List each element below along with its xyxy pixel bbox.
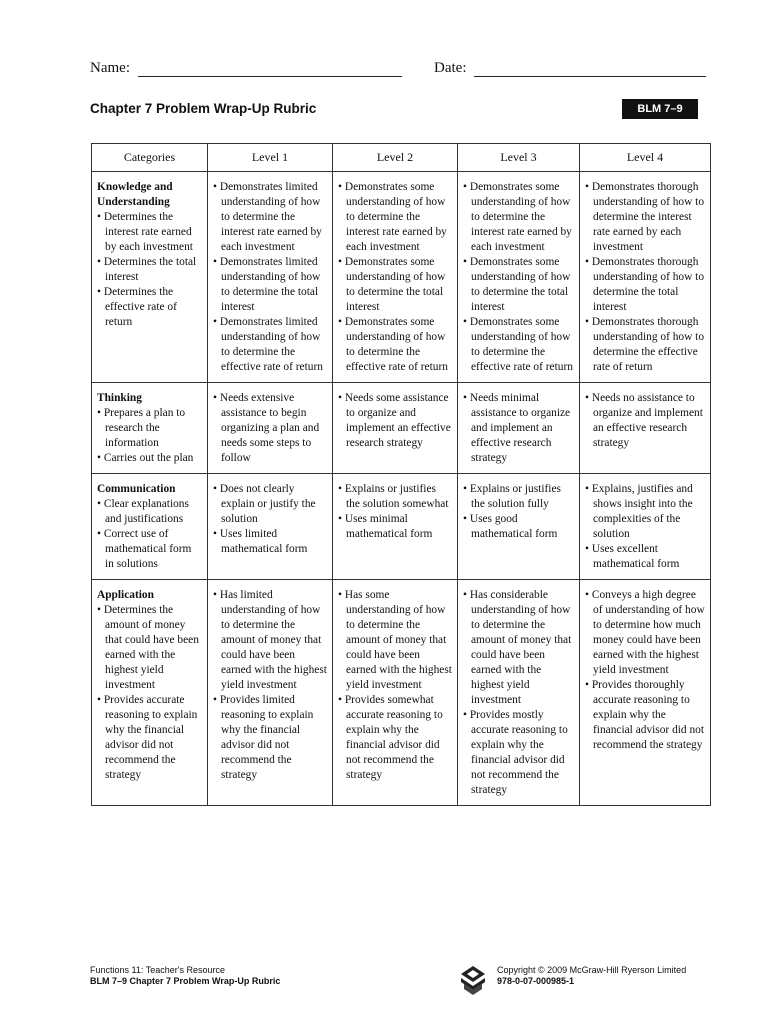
- criterion-item: • Determines the interest rate earned by each investment: [97, 210, 202, 255]
- descriptor-item: • Provides limited reasoning to explain why the financial advisor did not recommend the strategy: [213, 693, 327, 783]
- level-4-cell: [580, 383, 711, 474]
- descriptor-list: [463, 391, 574, 466]
- category-title: Application: [97, 589, 154, 601]
- descriptor-item: • Explains or justifies the solution fully: [463, 482, 574, 512]
- category-criteria-list: [97, 603, 202, 783]
- header-row: [92, 144, 711, 172]
- date-blank-line[interactable]: [474, 62, 706, 77]
- category-criteria-list: [97, 406, 202, 466]
- level-3-cell: [458, 172, 580, 383]
- criterion-item: • Determines the amount of money that could have been earned with the highest yield investment: [97, 603, 202, 693]
- level-1-cell: [208, 580, 333, 806]
- descriptor-list: [585, 588, 705, 753]
- table-row-knowledge: [92, 172, 711, 383]
- descriptor-item: • Demonstrates some understanding of how to determine the total interest: [338, 255, 452, 315]
- category-cell: [92, 172, 208, 383]
- level-3-cell: [458, 580, 580, 806]
- descriptor-item: • Uses good mathematical form: [463, 512, 574, 542]
- footer-book-title: Functions 11: Teacher's Resource: [90, 965, 225, 975]
- descriptor-list: [213, 482, 327, 557]
- descriptor-list: [585, 180, 705, 375]
- descriptor-item: • Demonstrates thorough understanding of how to determine the effective rate of return: [585, 315, 705, 375]
- level-3-cell: [458, 383, 580, 474]
- descriptor-list: [585, 482, 705, 572]
- level-4-cell: [580, 580, 711, 806]
- descriptor-item: • Conveys a high degree of understanding of how to determine how much money could have been earned with the highest yield investment: [585, 588, 705, 678]
- level-2-cell: [333, 474, 458, 580]
- criterion-item: • Prepares a plan to research the information: [97, 406, 202, 451]
- descriptor-item: • Needs no assistance to organize and implement an effective research strategy: [585, 391, 705, 451]
- name-field: [90, 60, 402, 77]
- descriptor-item: • Demonstrates limited understanding of how to determine the effective rate of return: [213, 315, 327, 375]
- criterion-item: • Correct use of mathematical form in solutions: [97, 527, 202, 572]
- table-row-communication: [92, 474, 711, 580]
- level-1-cell: [208, 172, 333, 383]
- name-blank-line[interactable]: [138, 62, 402, 77]
- criterion-item: • Provides accurate reasoning to explain why the financial advisor did not recommend the strategy: [97, 693, 202, 783]
- descriptor-item: • Explains, justifies and shows insight into the complexities of the solution: [585, 482, 705, 542]
- header-level-1: Level 1: [208, 144, 333, 172]
- descriptor-item: • Does not clearly explain or justify the solution: [213, 482, 327, 527]
- descriptor-item: • Needs minimal assistance to organize and implement an effective research strategy: [463, 391, 574, 466]
- category-criteria-list: [97, 210, 202, 330]
- level-2-cell: [333, 172, 458, 383]
- descriptor-item: • Provides thoroughly accurate reasoning to explain why the financial advisor did not recommend the strategy: [585, 678, 705, 753]
- header-level-2: Level 2: [333, 144, 458, 172]
- footer-left: [90, 965, 280, 987]
- descriptor-item: • Uses limited mathematical form: [213, 527, 327, 557]
- header-level-4: Level 4: [580, 144, 711, 172]
- descriptor-list: [213, 180, 327, 375]
- date-label: Date:: [434, 60, 467, 76]
- descriptor-list: [338, 482, 452, 542]
- header-categories: Categories: [92, 144, 208, 172]
- descriptor-item: • Demonstrates some understanding of how to determine the interest rate earned by each investment: [463, 180, 574, 255]
- descriptor-item: • Demonstrates limited understanding of how to determine the interest rate earned by each investment: [213, 180, 327, 255]
- descriptor-item: • Needs extensive assistance to begin organizing a plan and needs some steps to follow: [213, 391, 327, 466]
- level-2-cell: [333, 580, 458, 806]
- page-title: Chapter 7 Problem Wrap-Up Rubric: [90, 101, 317, 116]
- descriptor-item: • Demonstrates some understanding of how to determine the interest rate earned by each investment: [338, 180, 452, 255]
- descriptor-item: • Demonstrates some understanding of how to determine the effective rate of return: [463, 315, 574, 375]
- descriptor-item: • Demonstrates limited understanding of how to determine the total interest: [213, 255, 327, 315]
- level-1-cell: [208, 474, 333, 580]
- descriptor-item: • Explains or justifies the solution somewhat: [338, 482, 452, 512]
- category-criteria-list: [97, 497, 202, 572]
- level-4-cell: [580, 474, 711, 580]
- table-row-thinking: [92, 383, 711, 474]
- category-title: Thinking: [97, 392, 142, 404]
- rubric-table: [91, 143, 711, 806]
- descriptor-item: • Demonstrates some understanding of how to determine the total interest: [463, 255, 574, 315]
- descriptor-list: [463, 482, 574, 542]
- descriptor-list: [585, 391, 705, 451]
- level-1-cell: [208, 383, 333, 474]
- criterion-item: • Clear explanations and justifications: [97, 497, 202, 527]
- level-2-cell: [333, 383, 458, 474]
- criterion-item: • Determines the effective rate of return: [97, 285, 202, 330]
- category-cell: [92, 383, 208, 474]
- descriptor-list: [338, 391, 452, 451]
- descriptor-item: • Uses minimal mathematical form: [338, 512, 452, 542]
- level-3-cell: [458, 474, 580, 580]
- date-field: [434, 60, 706, 77]
- blm-badge: BLM 7–9: [622, 99, 698, 119]
- descriptor-list: [463, 180, 574, 375]
- descriptor-item: • Has some understanding of how to determine the amount of money that could have been earned with the highest yield investment: [338, 588, 452, 693]
- publisher-logo-icon: [457, 962, 489, 996]
- footer-right: [497, 965, 686, 987]
- footer-isbn: 978-0-07-000985-1: [497, 976, 575, 986]
- category-cell: [92, 580, 208, 806]
- criterion-item: • Determines the total interest: [97, 255, 202, 285]
- category-title: Knowledge and Understanding: [97, 181, 173, 208]
- descriptor-list: [338, 180, 452, 375]
- descriptor-item: • Demonstrates thorough understanding of how to determine the total interest: [585, 255, 705, 315]
- descriptor-item: • Provides mostly accurate reasoning to explain why the financial advisor did not recommend the strategy: [463, 708, 574, 798]
- category-cell: [92, 474, 208, 580]
- descriptor-item: • Demonstrates some understanding of how to determine the effective rate of return: [338, 315, 452, 375]
- descriptor-list: [213, 391, 327, 466]
- table-row-application: [92, 580, 711, 806]
- descriptor-item: • Has considerable understanding of how to determine the amount of money that could have been earned with the highest yield investment: [463, 588, 574, 708]
- descriptor-list: [463, 588, 574, 798]
- header-level-3: Level 3: [458, 144, 580, 172]
- criterion-item: • Carries out the plan: [97, 451, 202, 466]
- descriptor-item: • Needs some assistance to organize and implement an effective research strategy: [338, 391, 452, 451]
- descriptor-item: • Uses excellent mathematical form: [585, 542, 705, 572]
- footer-blm-title: BLM 7–9 Chapter 7 Problem Wrap-Up Rubric: [90, 976, 281, 986]
- descriptor-item: • Has limited understanding of how to determine the amount of money that could have been earned with the highest yield investment: [213, 588, 327, 693]
- name-label: Name:: [90, 60, 130, 76]
- descriptor-item: • Demonstrates thorough understanding of how to determine the interest rate earned by each investment: [585, 180, 705, 255]
- footer-copyright: Copyright © 2009 McGraw-Hill Ryerson Limited: [497, 965, 687, 975]
- category-title: Communication: [97, 483, 176, 495]
- level-4-cell: [580, 172, 711, 383]
- descriptor-item: • Provides somewhat accurate reasoning to explain why the financial advisor did not recommend the strategy: [338, 693, 452, 783]
- descriptor-list: [338, 588, 452, 783]
- descriptor-list: [213, 588, 327, 783]
